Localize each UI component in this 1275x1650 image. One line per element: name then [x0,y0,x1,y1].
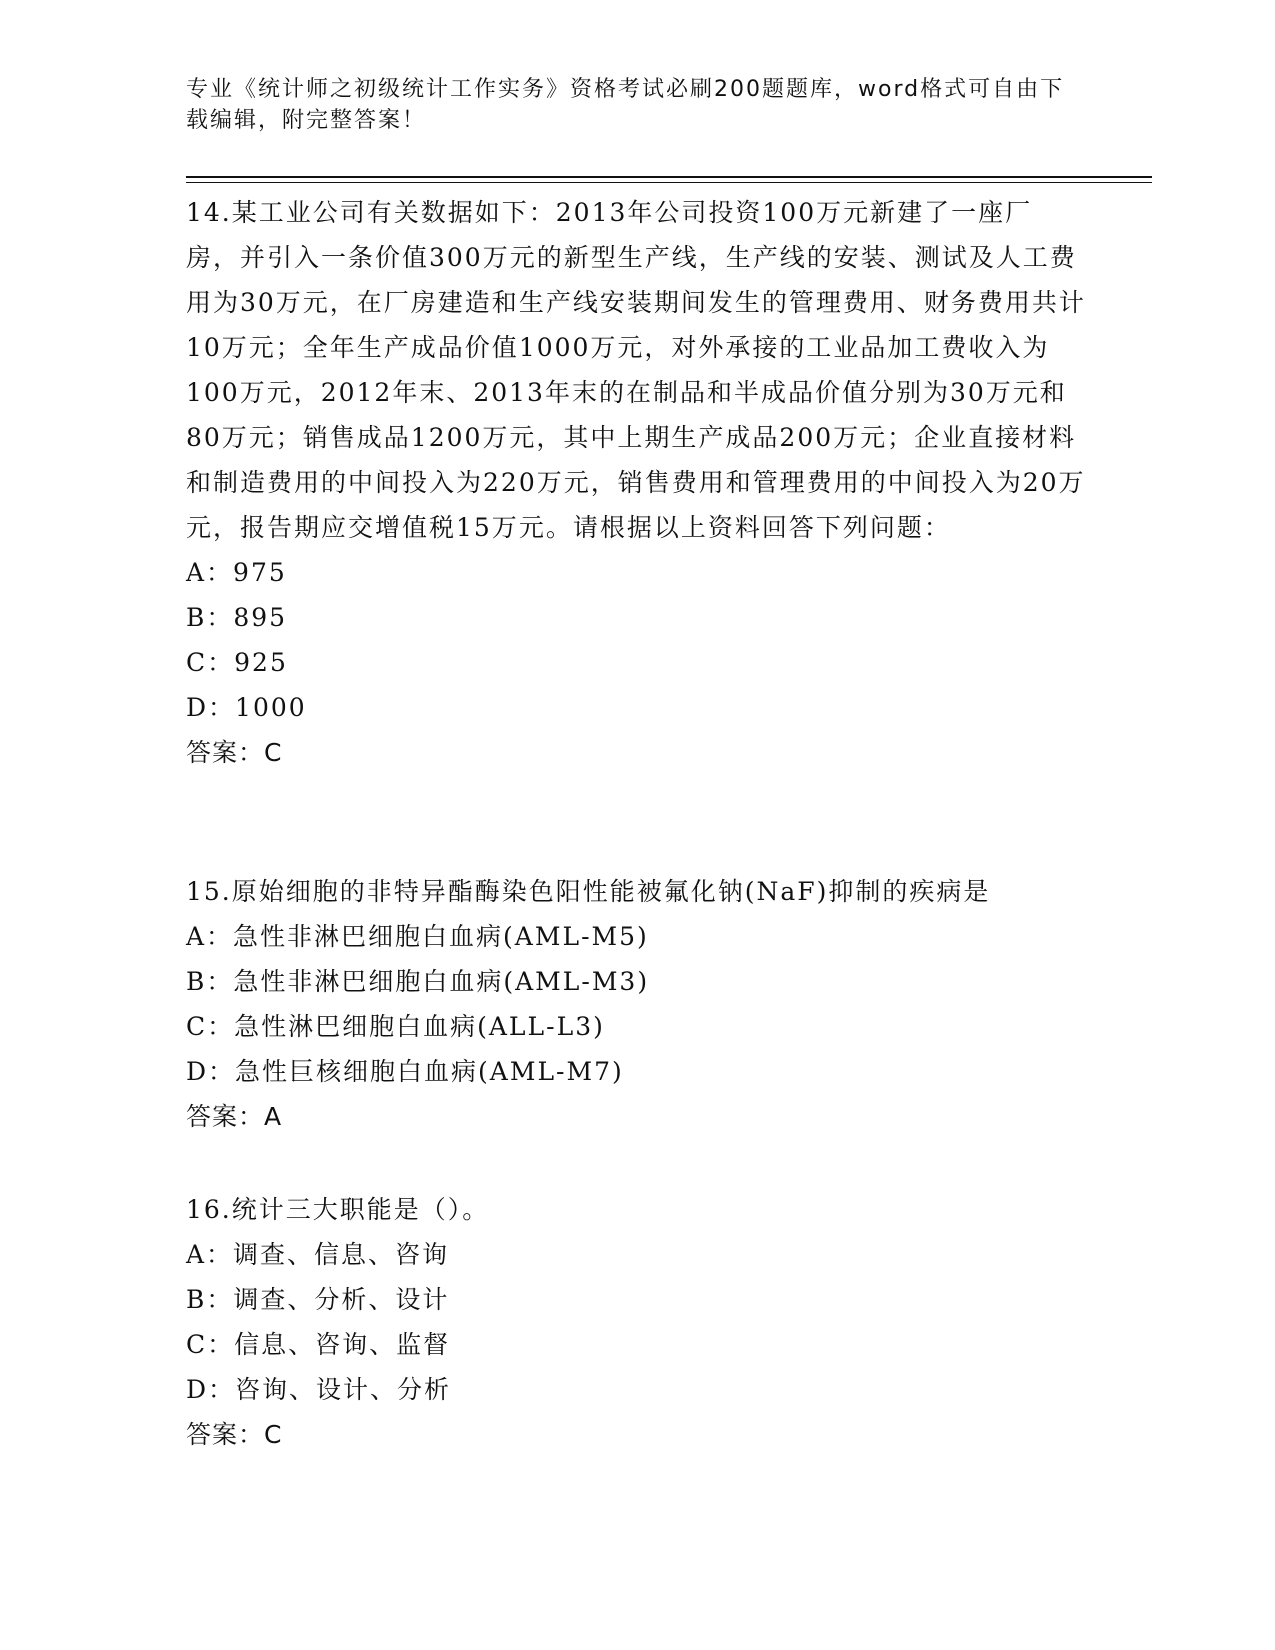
option-c: C：急性淋巴细胞白血病(ALL-L3) [186,1012,605,1041]
option-c: C：信息、咨询、监督 [186,1330,451,1359]
question-stem: 15.原始细胞的非特异酯酶染色阳性能被氟化钠(NaF)抑制的疾病是 [186,877,991,906]
option-b: B：895 [186,603,288,632]
question-15 [186,869,1086,1139]
question-14 [186,190,1086,775]
question-stem: 16.统计三大职能是（）。 [186,1195,490,1224]
answer: 答案：C [186,1420,283,1449]
option-a: A：975 [186,558,287,587]
answer: 答案：C [186,738,283,767]
document-header: 专业《统计师之初级统计工作实务》资格考试必刷200题题库，word格式可自由下载编辑，附完整答案！ [186,77,1065,133]
option-a: A：急性非淋巴细胞白血病(AML-M5) [186,922,649,951]
option-c: C：925 [186,648,288,677]
option-d: D：咨询、设计、分析 [186,1375,452,1404]
header-divider-thick [186,176,1152,178]
question-stem: 14.某工业公司有关数据如下：2013年公司投资100万元新建了一座厂房，并引入一条价值300万元的新型生产线，生产线的安装、测试及人工费用为30万元，在厂房建造和生产线安装期间发生的管理费用、财务费用共计10万元；全年生产成品价值1000万元，对外承接的工业品加工费收入为100万元，2012年末、2013年末的在制品和半成品价值分别为30万元和80万元；销售成品1200万元，其中上期生产成品200万元；企业直接材料和制造费用的中间投入为220万元，销售费用和管理费用的中间投入为20万元，报告期应交增值税15万元。请根据以上资料回答下列问题： [186,198,1086,542]
question-16 [186,1187,1086,1457]
option-b: B：急性非淋巴细胞白血病(AML-M3) [186,967,650,996]
option-d: D：1000 [186,693,307,722]
option-a: A：调查、信息、咨询 [186,1240,450,1269]
option-d: D：急性巨核细胞白血病(AML-M7) [186,1057,624,1086]
option-b: B：调查、分析、设计 [186,1285,450,1314]
answer: 答案：A [186,1102,283,1131]
header-divider-thin [186,182,1152,183]
